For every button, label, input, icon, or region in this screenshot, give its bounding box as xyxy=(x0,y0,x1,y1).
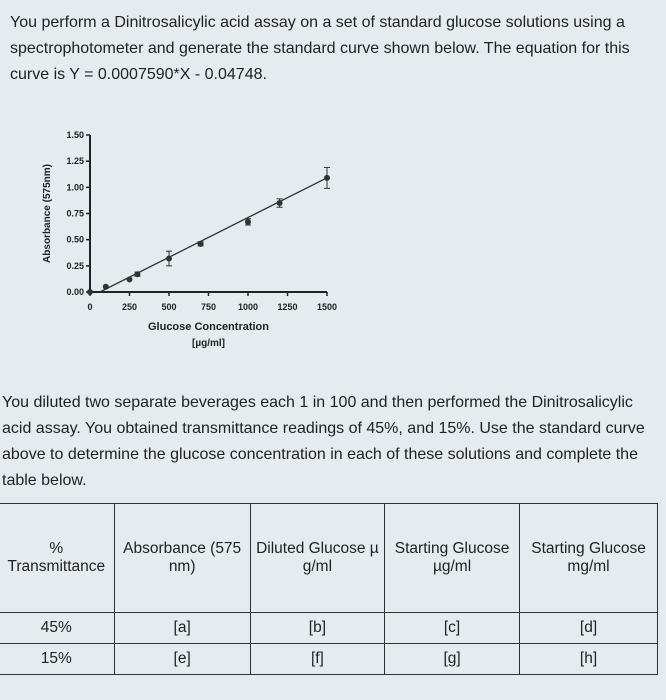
y-tick-label: 0.25 xyxy=(66,260,84,271)
table-header-row xyxy=(0,504,658,613)
x-tick-label: 1500 xyxy=(316,302,338,312)
x-tick-label: 0 xyxy=(87,302,93,312)
intro-text: You perform a Dinitrosalicylic acid assay on a set of standard glucose solutions using a spectrophotometer and generate the standard curve shown below. The equation for this curve is Y = 0.0007590*X - 0.04748. xyxy=(10,14,630,83)
data-point xyxy=(103,284,109,290)
x-tick-label: 750 xyxy=(200,302,217,312)
data-point xyxy=(324,175,330,181)
cell: [g] xyxy=(385,644,520,675)
x-tick-label: 1250 xyxy=(277,302,298,312)
header-transmittance: % Transmittance xyxy=(0,504,114,613)
cell: [c] xyxy=(385,613,520,644)
standard-curve-chart xyxy=(30,120,350,350)
data-point xyxy=(127,276,133,282)
header-starting-glucose-mg: Starting Glucose mg/ml xyxy=(520,504,658,613)
cell: [d] xyxy=(520,613,658,644)
table-row xyxy=(0,644,658,675)
data-point xyxy=(134,271,140,277)
y-tick-label: 1.00 xyxy=(66,182,84,193)
table-row xyxy=(0,613,658,644)
results-table xyxy=(0,503,658,675)
header-absorbance: Absorbance (575 nm) xyxy=(114,504,250,613)
data-point xyxy=(87,289,93,295)
y-tick-label: 1.50 xyxy=(66,130,84,140)
cell: [e] xyxy=(114,644,250,675)
data-point xyxy=(166,256,172,262)
header-diluted-glucose: Diluted Glucose µ g/ml xyxy=(250,504,384,613)
y-tick-label: 0.00 xyxy=(66,287,84,297)
question-text: You diluted two separate beverages each 1 in 100 and then performed the Dinitrosalicylic acid assay. You obtained transmittance readings of 45%, and 15%. Use the standard curve above to determine the glucose concentration in each of these solutions and complete the table below. xyxy=(2,394,645,489)
cell: [f] xyxy=(250,644,384,675)
data-point xyxy=(245,219,251,225)
y-tick-label: 1.25 xyxy=(66,156,84,167)
cell: 45% xyxy=(0,613,114,644)
cell: [a] xyxy=(114,613,250,644)
y-tick-label: 0.75 xyxy=(66,208,84,219)
cell: [b] xyxy=(250,613,384,644)
y-axis-label: Absorbance (575nm) xyxy=(42,164,53,263)
cell: [h] xyxy=(520,644,658,675)
x-tick-label: 1000 xyxy=(237,302,259,312)
cell: 15% xyxy=(0,644,114,675)
x-axis-label: Glucose Concentration xyxy=(147,321,270,333)
x-tick-label: 250 xyxy=(121,302,138,312)
x-axis-unit: [µg/ml] xyxy=(192,338,225,349)
x-tick-label: 500 xyxy=(161,302,177,312)
data-point xyxy=(277,200,283,206)
header-starting-glucose-ug: Starting Glucose µg/ml xyxy=(385,504,520,613)
data-point xyxy=(198,241,204,247)
y-tick-label: 0.50 xyxy=(66,234,84,245)
fit-line xyxy=(100,178,327,292)
